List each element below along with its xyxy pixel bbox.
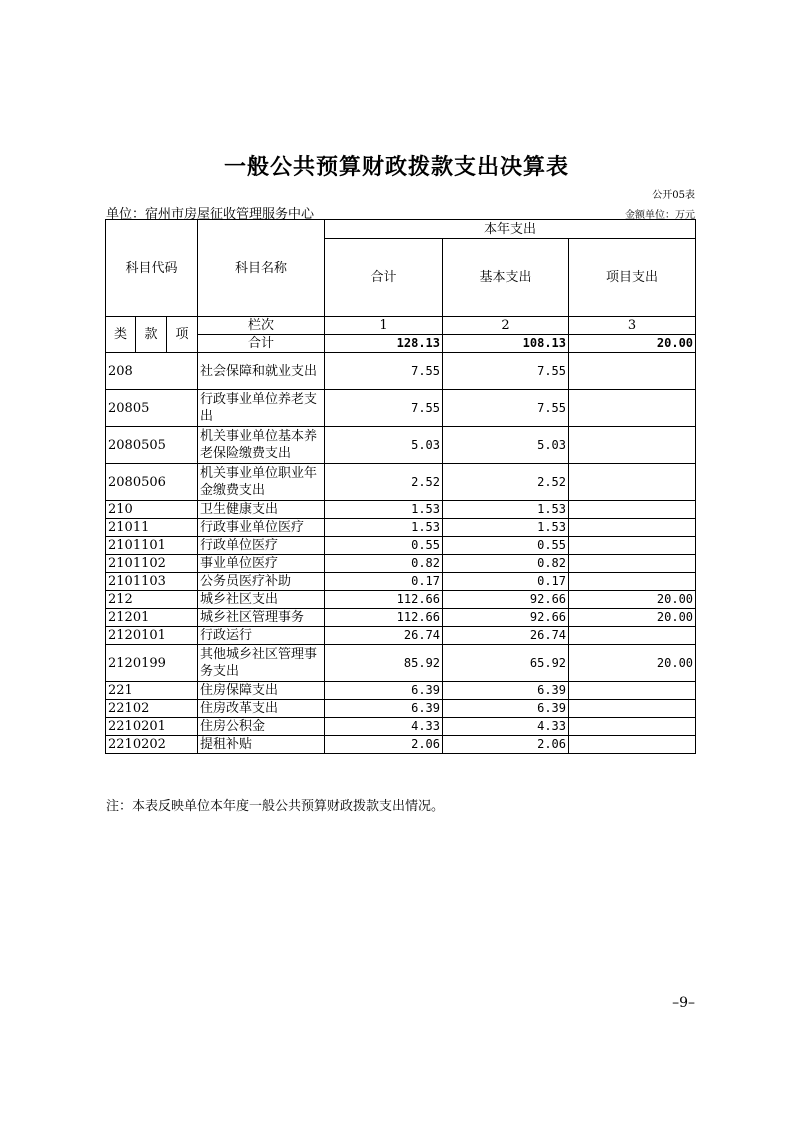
row-total: 6.39 bbox=[325, 682, 443, 700]
table-row bbox=[106, 501, 696, 519]
row-total: 0.82 bbox=[325, 555, 443, 573]
row-project bbox=[569, 464, 696, 501]
row-project bbox=[569, 627, 696, 645]
row-project bbox=[569, 682, 696, 700]
row-basic: 1.53 bbox=[443, 519, 569, 537]
row-total: 0.17 bbox=[325, 573, 443, 591]
row-total: 7.55 bbox=[325, 353, 443, 390]
row-basic: 7.55 bbox=[443, 390, 569, 427]
row-total: 6.39 bbox=[325, 700, 443, 718]
row-code: 212 bbox=[106, 591, 198, 609]
header-total: 合计 bbox=[325, 239, 443, 317]
row-name: 城乡社区管理事务 bbox=[198, 609, 325, 627]
table-row bbox=[106, 591, 696, 609]
column-1: 1 bbox=[325, 317, 443, 335]
row-basic: 6.39 bbox=[443, 682, 569, 700]
table-row bbox=[106, 645, 696, 682]
row-basic: 2.06 bbox=[443, 736, 569, 754]
row-total: 1.53 bbox=[325, 519, 443, 537]
row-code: 221 bbox=[106, 682, 198, 700]
table-row bbox=[106, 609, 696, 627]
row-basic: 92.66 bbox=[443, 591, 569, 609]
row-basic: 0.17 bbox=[443, 573, 569, 591]
row-basic: 92.66 bbox=[443, 609, 569, 627]
row-code: 2080505 bbox=[106, 427, 198, 464]
row-project bbox=[569, 427, 696, 464]
row-basic: 5.03 bbox=[443, 427, 569, 464]
header-basic: 基本支出 bbox=[443, 239, 569, 317]
row-code: 2101103 bbox=[106, 573, 198, 591]
column-2: 2 bbox=[443, 317, 569, 335]
row-basic: 6.39 bbox=[443, 700, 569, 718]
amount-unit-label: 金额单位：万元 bbox=[625, 210, 695, 221]
row-basic: 4.33 bbox=[443, 718, 569, 736]
row-code: 2210201 bbox=[106, 718, 198, 736]
table-row bbox=[106, 718, 696, 736]
row-total: 5.03 bbox=[325, 427, 443, 464]
table-row bbox=[106, 519, 696, 537]
row-name: 事业单位医疗 bbox=[198, 555, 325, 573]
row-name: 行政单位医疗 bbox=[198, 537, 325, 555]
row-name: 行政运行 bbox=[198, 627, 325, 645]
row-basic: 26.74 bbox=[443, 627, 569, 645]
row-total: 2.52 bbox=[325, 464, 443, 501]
table-row bbox=[106, 390, 696, 427]
row-basic: 0.82 bbox=[443, 555, 569, 573]
row-project: 20.00 bbox=[569, 591, 696, 609]
header-project: 项目支出 bbox=[569, 239, 696, 317]
header-code: 科目代码 bbox=[106, 220, 198, 317]
table-row bbox=[106, 427, 696, 464]
row-project: 20.00 bbox=[569, 609, 696, 627]
row-project bbox=[569, 353, 696, 390]
row-project bbox=[569, 555, 696, 573]
row-name: 公务员医疗补助 bbox=[198, 573, 325, 591]
row-code: 208 bbox=[106, 353, 198, 390]
row-code: 210 bbox=[106, 501, 198, 519]
row-name: 行政事业单位养老支出 bbox=[198, 390, 325, 427]
total-project: 20.00 bbox=[569, 335, 696, 353]
row-project bbox=[569, 390, 696, 427]
row-project bbox=[569, 736, 696, 754]
row-code: 2210202 bbox=[106, 736, 198, 754]
table-row bbox=[106, 573, 696, 591]
row-total: 112.66 bbox=[325, 609, 443, 627]
header-current-year: 本年支出 bbox=[325, 220, 696, 239]
row-basic: 2.52 bbox=[443, 464, 569, 501]
table-row bbox=[106, 736, 696, 754]
row-name: 住房公积金 bbox=[198, 718, 325, 736]
row-total: 0.55 bbox=[325, 537, 443, 555]
row-project bbox=[569, 537, 696, 555]
table-row bbox=[106, 682, 696, 700]
row-total: 2.06 bbox=[325, 736, 443, 754]
row-project bbox=[569, 519, 696, 537]
row-code: 2120199 bbox=[106, 645, 198, 682]
column-row-label: 栏次 bbox=[198, 317, 325, 335]
row-basic: 7.55 bbox=[443, 353, 569, 390]
row-code: 21011 bbox=[106, 519, 198, 537]
header-name: 科目名称 bbox=[198, 220, 325, 317]
row-total: 112.66 bbox=[325, 591, 443, 609]
header-lei: 类 bbox=[106, 317, 136, 353]
table-row bbox=[106, 537, 696, 555]
page-title: 一般公共预算财政拨款支出决算表 bbox=[223, 154, 569, 180]
row-name: 住房保障支出 bbox=[198, 682, 325, 700]
table-row bbox=[106, 700, 696, 718]
total-total: 128.13 bbox=[325, 335, 443, 353]
table-note: 注：本表反映单位本年度一般公共预算财政拨款支出情况。 bbox=[106, 799, 445, 814]
row-code: 21201 bbox=[106, 609, 198, 627]
column-3: 3 bbox=[569, 317, 696, 335]
row-code: 2101102 bbox=[106, 555, 198, 573]
header-xiang: 项 bbox=[167, 317, 198, 353]
total-basic: 108.13 bbox=[443, 335, 569, 353]
total-row-label: 合计 bbox=[198, 335, 325, 353]
row-project bbox=[569, 718, 696, 736]
row-code: 2120101 bbox=[106, 627, 198, 645]
row-basic: 65.92 bbox=[443, 645, 569, 682]
row-total: 4.33 bbox=[325, 718, 443, 736]
row-name: 其他城乡社区管理事务支出 bbox=[198, 645, 325, 682]
table-row bbox=[106, 555, 696, 573]
row-total: 7.55 bbox=[325, 390, 443, 427]
row-project: 20.00 bbox=[569, 645, 696, 682]
row-basic: 1.53 bbox=[443, 501, 569, 519]
row-total: 26.74 bbox=[325, 627, 443, 645]
table-row bbox=[106, 464, 696, 501]
row-name: 机关事业单位基本养老保险缴费支出 bbox=[198, 427, 325, 464]
row-code: 20805 bbox=[106, 390, 198, 427]
expenditure-table bbox=[105, 219, 696, 754]
form-number: 公开05表 bbox=[652, 190, 695, 201]
row-code: 2101101 bbox=[106, 537, 198, 555]
row-total: 1.53 bbox=[325, 501, 443, 519]
row-name: 城乡社区支出 bbox=[198, 591, 325, 609]
row-name: 住房改革支出 bbox=[198, 700, 325, 718]
row-project bbox=[569, 573, 696, 591]
row-basic: 0.55 bbox=[443, 537, 569, 555]
table-row bbox=[106, 627, 696, 645]
page-number: –9– bbox=[672, 995, 695, 1011]
table-row bbox=[106, 353, 696, 390]
row-total: 85.92 bbox=[325, 645, 443, 682]
row-name: 社会保障和就业支出 bbox=[198, 353, 325, 390]
row-code: 2080506 bbox=[106, 464, 198, 501]
header-kuan: 款 bbox=[136, 317, 167, 353]
row-name: 提租补贴 bbox=[198, 736, 325, 754]
unit-label: 单位：宿州市房屋征收管理服务中心 bbox=[106, 207, 315, 222]
row-name: 行政事业单位医疗 bbox=[198, 519, 325, 537]
row-project bbox=[569, 700, 696, 718]
row-name: 机关事业单位职业年金缴费支出 bbox=[198, 464, 325, 501]
row-project bbox=[569, 501, 696, 519]
row-name: 卫生健康支出 bbox=[198, 501, 325, 519]
row-code: 22102 bbox=[106, 700, 198, 718]
